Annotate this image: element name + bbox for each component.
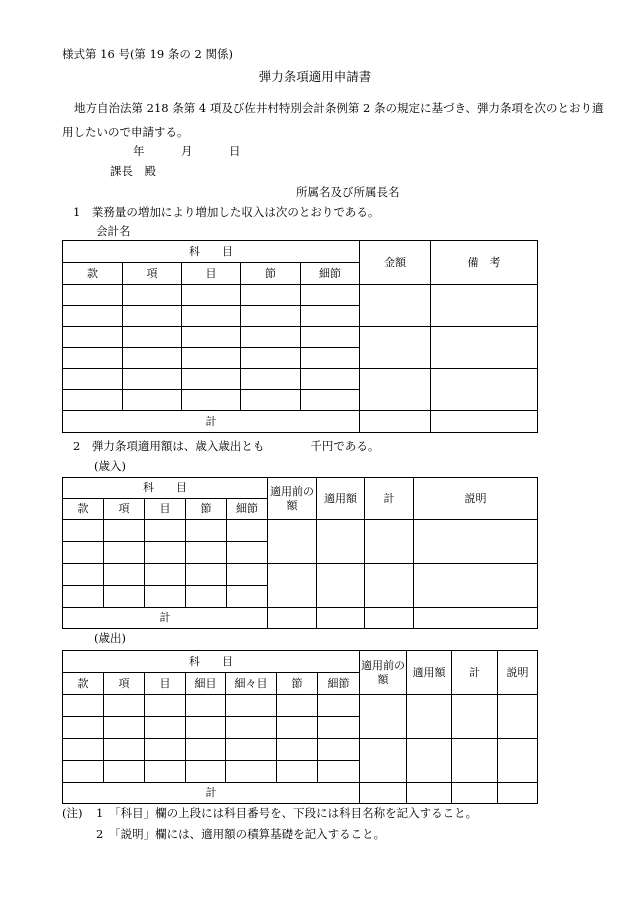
entry-cell[interactable] bbox=[63, 717, 104, 739]
total-cell[interactable] bbox=[268, 608, 317, 629]
entry-cell[interactable] bbox=[301, 327, 360, 348]
total-cell[interactable] bbox=[317, 608, 365, 629]
before-amount-cell[interactable] bbox=[360, 695, 407, 739]
total-cell[interactable] bbox=[414, 608, 538, 629]
entry-cell[interactable] bbox=[182, 327, 241, 348]
note-item: 2 「説明」欄には、適用額の積算基礎を記入すること。 bbox=[96, 827, 386, 841]
entry-cell[interactable] bbox=[226, 695, 277, 717]
total-cell[interactable] bbox=[452, 783, 498, 804]
column-header: 節 bbox=[186, 499, 227, 520]
sum-header: 計 bbox=[452, 651, 498, 695]
entry-cell[interactable] bbox=[241, 306, 301, 327]
entry-cell[interactable] bbox=[63, 586, 104, 608]
entry-cell[interactable] bbox=[241, 348, 301, 369]
column-header: 目 bbox=[145, 673, 186, 695]
before-amount-header: 適用前の額 bbox=[268, 478, 317, 520]
applied-amount-cell[interactable] bbox=[317, 520, 365, 564]
entry-cell[interactable] bbox=[63, 695, 104, 717]
date-year: 年 bbox=[133, 144, 145, 158]
sum-cell[interactable] bbox=[365, 520, 414, 564]
entry-cell[interactable] bbox=[63, 542, 104, 564]
entry-cell[interactable] bbox=[226, 761, 277, 783]
entry-cell[interactable] bbox=[241, 390, 301, 411]
explanation-cell[interactable] bbox=[414, 564, 538, 608]
entry-cell[interactable] bbox=[318, 739, 360, 761]
column-header: 項 bbox=[104, 673, 145, 695]
note-item: 1 「科目」欄の上段には科目番号を、下段には科目名称を記入すること。 bbox=[96, 806, 478, 820]
entry-cell[interactable] bbox=[241, 285, 301, 306]
entry-cell[interactable] bbox=[63, 327, 123, 348]
applicant-label: 所属名及び所属長名 bbox=[296, 185, 400, 199]
entry-cell[interactable] bbox=[104, 564, 145, 586]
entry-cell[interactable] bbox=[318, 717, 360, 739]
entry-cell[interactable] bbox=[277, 717, 318, 739]
column-header: 細目 bbox=[186, 673, 226, 695]
applied-amount-cell[interactable] bbox=[407, 695, 452, 739]
column-header: 目 bbox=[145, 499, 186, 520]
before-amount-cell[interactable] bbox=[268, 520, 317, 564]
entry-cell[interactable] bbox=[318, 695, 360, 717]
revenue-table bbox=[62, 477, 538, 629]
column-header: 節 bbox=[241, 263, 301, 285]
entry-cell[interactable] bbox=[145, 542, 186, 564]
entry-cell[interactable] bbox=[277, 739, 318, 761]
explanation-cell[interactable] bbox=[414, 520, 538, 564]
entry-cell[interactable] bbox=[186, 695, 226, 717]
column-header: 款 bbox=[63, 499, 104, 520]
account-name-label: 会計名 bbox=[96, 224, 131, 238]
remarks-cell[interactable] bbox=[431, 369, 538, 411]
total-cell[interactable] bbox=[365, 608, 414, 629]
entry-cell[interactable] bbox=[182, 369, 241, 390]
entry-cell[interactable] bbox=[301, 285, 360, 306]
remarks-cell[interactable] bbox=[431, 327, 538, 369]
entry-cell[interactable] bbox=[186, 520, 227, 542]
expenditure-label: (歳出) bbox=[94, 631, 126, 645]
entry-cell[interactable] bbox=[227, 586, 268, 608]
explanation-header: 説明 bbox=[414, 478, 538, 520]
entry-cell[interactable] bbox=[301, 306, 360, 327]
total-label: 計 bbox=[63, 783, 360, 804]
entry-cell[interactable] bbox=[182, 306, 241, 327]
date-month: 月 bbox=[181, 144, 193, 158]
entry-cell[interactable] bbox=[186, 761, 226, 783]
total-label: 計 bbox=[63, 608, 268, 629]
sum-cell[interactable] bbox=[365, 564, 414, 608]
entry-cell[interactable] bbox=[186, 717, 226, 739]
entry-cell[interactable] bbox=[226, 739, 277, 761]
entry-cell[interactable] bbox=[277, 695, 318, 717]
total-cell[interactable] bbox=[498, 783, 538, 804]
before-amount-cell[interactable] bbox=[360, 739, 407, 783]
amount-header: 金額 bbox=[360, 241, 431, 285]
column-header: 細々目 bbox=[226, 673, 277, 695]
sum-cell[interactable] bbox=[452, 739, 498, 783]
entry-cell[interactable] bbox=[182, 348, 241, 369]
applied-amount-header: 適用額 bbox=[407, 651, 452, 695]
explanation-cell[interactable] bbox=[498, 739, 538, 783]
entry-cell[interactable] bbox=[186, 542, 227, 564]
explanation-cell[interactable] bbox=[498, 695, 538, 739]
revenue-label: (歳入) bbox=[94, 459, 126, 473]
amount-cell[interactable] bbox=[360, 369, 431, 411]
explanation-header: 説明 bbox=[498, 651, 538, 695]
entry-cell[interactable] bbox=[104, 520, 145, 542]
column-header: 細節 bbox=[227, 499, 268, 520]
entry-cell[interactable] bbox=[104, 761, 145, 783]
entry-cell[interactable] bbox=[63, 390, 123, 411]
entry-cell[interactable] bbox=[186, 564, 227, 586]
entry-cell[interactable] bbox=[104, 586, 145, 608]
remarks-header: 備 考 bbox=[431, 241, 538, 285]
entry-cell[interactable] bbox=[63, 739, 104, 761]
entry-cell[interactable] bbox=[104, 739, 145, 761]
entry-cell[interactable] bbox=[241, 369, 301, 390]
applied-amount-header: 適用額 bbox=[317, 478, 365, 520]
section1-heading: 1 業務量の増加により増加した収入は次のとおりである。 bbox=[73, 205, 380, 219]
subject-header: 科 目 bbox=[63, 651, 360, 673]
column-header: 款 bbox=[63, 263, 123, 285]
entry-cell[interactable] bbox=[63, 369, 123, 390]
entry-cell[interactable] bbox=[226, 717, 277, 739]
page-title: 弾力条項適用申請書 bbox=[258, 69, 372, 84]
entry-cell[interactable] bbox=[186, 586, 227, 608]
section2-heading: 2 弾力条項適用額は、歳入歳出とも 千円である。 bbox=[73, 439, 380, 453]
column-header: 細節 bbox=[318, 673, 360, 695]
entry-cell[interactable] bbox=[145, 586, 186, 608]
intro-paragraph: 地方自治法第 218 条第 4 項及び佐井村特別会計条例第 2 条の規定に基づき、弾力条項を次のとおり適用したいので申請する。 bbox=[62, 101, 604, 139]
column-header: 細節 bbox=[301, 263, 360, 285]
total-cell[interactable] bbox=[407, 783, 452, 804]
sum-cell[interactable] bbox=[452, 695, 498, 739]
entry-cell[interactable] bbox=[227, 564, 268, 586]
entry-cell[interactable] bbox=[301, 369, 360, 390]
total-remarks-cell[interactable] bbox=[431, 411, 538, 433]
date-day: 日 bbox=[229, 144, 241, 158]
entry-cell[interactable] bbox=[186, 739, 226, 761]
sum-header: 計 bbox=[365, 478, 414, 520]
entry-cell[interactable] bbox=[301, 390, 360, 411]
column-header: 目 bbox=[182, 263, 241, 285]
entry-cell[interactable] bbox=[145, 717, 186, 739]
column-header: 項 bbox=[123, 263, 182, 285]
total-cell[interactable] bbox=[360, 783, 407, 804]
subject-header: 科 目 bbox=[63, 478, 268, 499]
entry-cell[interactable] bbox=[227, 520, 268, 542]
entry-cell[interactable] bbox=[63, 564, 104, 586]
entry-cell[interactable] bbox=[123, 390, 182, 411]
before-amount-cell[interactable] bbox=[268, 564, 317, 608]
notes-prefix: (注) bbox=[62, 806, 83, 820]
amount-cell[interactable] bbox=[360, 327, 431, 369]
revenue-increase-table bbox=[62, 240, 538, 433]
subject-header: 科 目 bbox=[63, 241, 360, 263]
entry-cell[interactable] bbox=[277, 761, 318, 783]
entry-cell[interactable] bbox=[63, 306, 123, 327]
entry-cell[interactable] bbox=[123, 306, 182, 327]
applied-amount-cell[interactable] bbox=[407, 739, 452, 783]
entry-cell[interactable] bbox=[301, 348, 360, 369]
entry-cell[interactable] bbox=[182, 285, 241, 306]
entry-cell[interactable] bbox=[63, 761, 104, 783]
entry-cell[interactable] bbox=[123, 327, 182, 348]
form-number: 様式第 16 号(第 19 条の 2 関係) bbox=[62, 47, 233, 61]
entry-cell[interactable] bbox=[145, 739, 186, 761]
entry-cell[interactable] bbox=[145, 564, 186, 586]
entry-cell[interactable] bbox=[63, 348, 123, 369]
total-label: 計 bbox=[63, 411, 360, 433]
column-header: 節 bbox=[277, 673, 318, 695]
entry-cell[interactable] bbox=[63, 285, 123, 306]
applied-amount-cell[interactable] bbox=[317, 564, 365, 608]
entry-cell[interactable] bbox=[241, 327, 301, 348]
entry-cell[interactable] bbox=[123, 285, 182, 306]
total-amount-cell[interactable] bbox=[360, 411, 431, 433]
entry-cell[interactable] bbox=[123, 348, 182, 369]
entry-cell[interactable] bbox=[145, 761, 186, 783]
entry-cell[interactable] bbox=[123, 369, 182, 390]
before-amount-header: 適用前の額 bbox=[360, 651, 407, 695]
entry-cell[interactable] bbox=[145, 520, 186, 542]
entry-cell[interactable] bbox=[104, 542, 145, 564]
entry-cell[interactable] bbox=[145, 695, 186, 717]
remarks-cell[interactable] bbox=[431, 285, 538, 327]
entry-cell[interactable] bbox=[182, 390, 241, 411]
expenditure-table bbox=[62, 650, 538, 804]
addressee: 課長 殿 bbox=[110, 164, 156, 178]
entry-cell[interactable] bbox=[227, 542, 268, 564]
entry-cell[interactable] bbox=[104, 695, 145, 717]
entry-cell[interactable] bbox=[63, 520, 104, 542]
entry-cell[interactable] bbox=[318, 761, 360, 783]
entry-cell[interactable] bbox=[104, 717, 145, 739]
amount-cell[interactable] bbox=[360, 285, 431, 327]
column-header: 款 bbox=[63, 673, 104, 695]
column-header: 項 bbox=[104, 499, 145, 520]
